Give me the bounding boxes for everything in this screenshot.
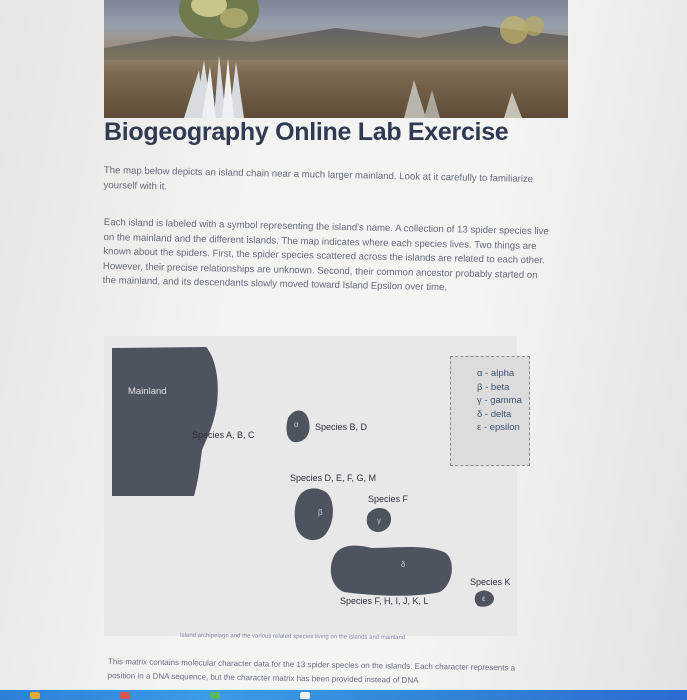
taskbar-app-icon[interactable] bbox=[210, 692, 220, 699]
taskbar-app-icon[interactable] bbox=[300, 692, 310, 699]
epsilon-species-label: Species K bbox=[470, 577, 511, 587]
intro-paragraph: The map below depicts an island chain near a much larger mainland. Look at it carefully to familiarize yourself with it. bbox=[103, 164, 534, 192]
island-gamma-symbol: γ bbox=[377, 516, 381, 525]
legend-gamma: γ - gamma bbox=[477, 395, 522, 406]
island-alpha-symbol: α bbox=[294, 420, 299, 429]
page-title: Biogeography Online Lab Exercise bbox=[104, 118, 509, 146]
island-delta-symbol: δ bbox=[401, 560, 406, 569]
beta-species-label: Species D, E, F, G, M bbox=[290, 473, 377, 483]
taskbar-app-icon[interactable] bbox=[30, 692, 40, 699]
matrix-paragraph: This matrix contains molecular character data for the 13 spider species on the islands. Each character represents a position in a DNA sequence, but the character matrix has been provided instead of DNA bbox=[107, 656, 516, 685]
description-paragraph: Each island is labeled with a symbol representing the island's name. A collection of 13 spider species live on the mainland and the different islands. The map indicates where each species lives. Two things are known about the spiders. First, the spider species scattered across the islands are related to each other. However, their precise relationships are unknown. Second, their common ancestor probably started on the mainland, and its descendants slowly moved toward Island Epsilon over time. bbox=[102, 216, 549, 294]
legend-alpha: α - alpha bbox=[477, 368, 515, 379]
delta-species-label: Species F, H, I, J, K, L bbox=[340, 596, 429, 606]
island-beta-symbol: β bbox=[318, 508, 323, 517]
legend-beta: β - beta bbox=[477, 381, 510, 393]
island-epsilon-symbol: ε bbox=[482, 594, 486, 603]
alpha-species-label: Species B, D bbox=[315, 422, 368, 432]
mainland-label: Mainland bbox=[128, 386, 167, 397]
legend-delta: δ - delta bbox=[477, 408, 512, 420]
taskbar bbox=[0, 690, 687, 700]
silversword-plant-image bbox=[164, 0, 304, 118]
taskbar-app-icon[interactable] bbox=[120, 692, 130, 699]
map-legend bbox=[450, 356, 530, 466]
mainland-species-label: Species A, B, C bbox=[192, 430, 255, 440]
island-map bbox=[104, 336, 522, 636]
header-photo bbox=[104, 0, 568, 118]
gamma-species-label: Species F bbox=[368, 494, 409, 504]
map-caption: Island archipelago and the various related species living on the islands and mainland bbox=[179, 632, 406, 642]
mainland-shape bbox=[112, 347, 218, 496]
island-beta-shape bbox=[295, 488, 333, 540]
legend-epsilon: ε - epsilon bbox=[477, 422, 520, 433]
background-plants-image bbox=[404, 10, 564, 118]
island-delta-shape bbox=[331, 546, 452, 596]
